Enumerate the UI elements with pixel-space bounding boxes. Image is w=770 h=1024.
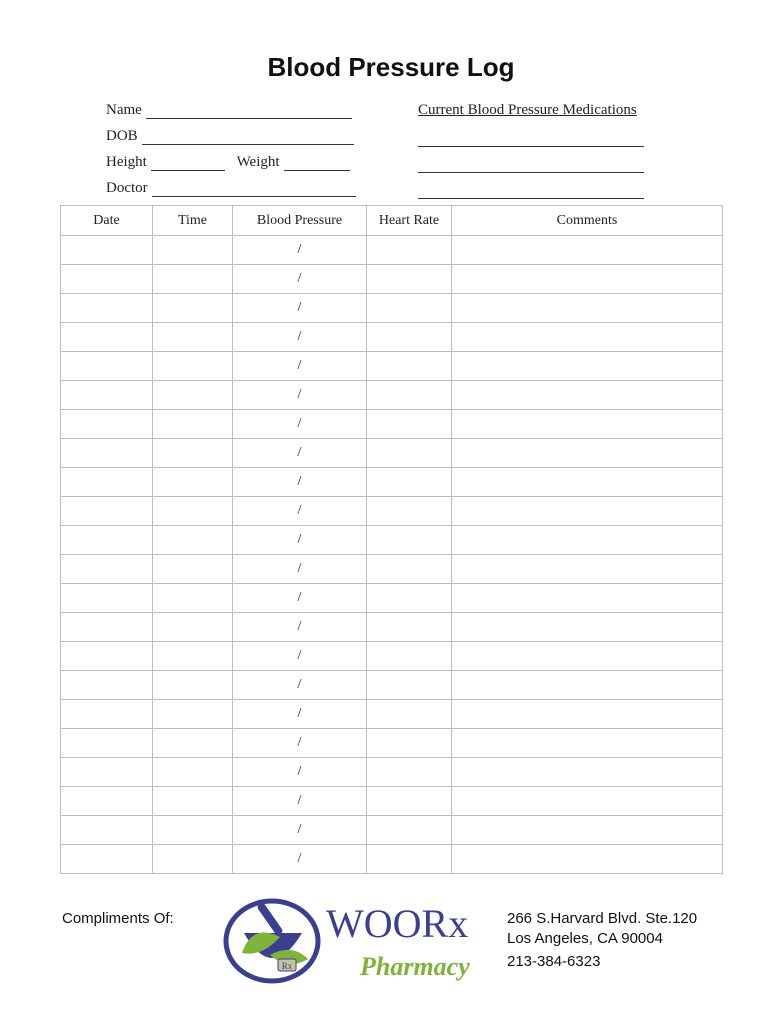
table-row: [61, 584, 723, 613]
cell-blood-pressure[interactable]: /: [233, 729, 367, 758]
cell-comments[interactable]: [452, 555, 723, 584]
dob-input-line[interactable]: [142, 128, 354, 145]
cell-date[interactable]: [61, 265, 153, 294]
cell-blood-pressure[interactable]: /: [233, 671, 367, 700]
cell-time[interactable]: [153, 381, 233, 410]
table-row: [61, 236, 723, 265]
cell-heart-rate[interactable]: [367, 758, 452, 787]
table-row: [61, 642, 723, 671]
table-row: [61, 729, 723, 758]
medications-heading: Current Blood Pressure Medications: [418, 102, 637, 118]
table-row: [61, 555, 723, 584]
cell-heart-rate[interactable]: [367, 700, 452, 729]
cell-blood-pressure[interactable]: /: [233, 294, 367, 323]
cell-date[interactable]: [61, 671, 153, 700]
cell-blood-pressure[interactable]: /: [233, 352, 367, 381]
cell-blood-pressure[interactable]: /: [233, 816, 367, 845]
cell-comments[interactable]: [452, 845, 723, 874]
cell-time[interactable]: [153, 845, 233, 874]
weight-input-line[interactable]: [284, 154, 350, 171]
cell-blood-pressure[interactable]: /: [233, 845, 367, 874]
cell-comments[interactable]: [452, 584, 723, 613]
cell-comments[interactable]: [452, 526, 723, 555]
cell-time[interactable]: [153, 555, 233, 584]
cell-blood-pressure[interactable]: /: [233, 526, 367, 555]
doctor-field-row: [106, 180, 356, 200]
table-row: [61, 468, 723, 497]
dob-label: DOB: [106, 128, 138, 144]
table-row: [61, 671, 723, 700]
doctor-input-line[interactable]: [152, 180, 356, 197]
cell-blood-pressure[interactable]: /: [233, 265, 367, 294]
cell-time[interactable]: [153, 729, 233, 758]
height-label: Height: [106, 154, 147, 170]
cell-blood-pressure[interactable]: /: [233, 787, 367, 816]
medication-input-line[interactable]: [418, 171, 644, 173]
cell-blood-pressure[interactable]: /: [233, 758, 367, 787]
cell-heart-rate[interactable]: [367, 410, 452, 439]
cell-time[interactable]: [153, 323, 233, 352]
cell-date[interactable]: [61, 816, 153, 845]
cell-date[interactable]: [61, 497, 153, 526]
cell-heart-rate[interactable]: [367, 294, 452, 323]
cell-time[interactable]: [153, 294, 233, 323]
cell-blood-pressure[interactable]: /: [233, 584, 367, 613]
cell-heart-rate[interactable]: [367, 584, 452, 613]
cell-blood-pressure[interactable]: /: [233, 381, 367, 410]
cell-heart-rate[interactable]: [367, 845, 452, 874]
cell-time[interactable]: [153, 236, 233, 265]
cell-time[interactable]: [153, 497, 233, 526]
cell-comments[interactable]: [452, 294, 723, 323]
cell-comments[interactable]: [452, 381, 723, 410]
cell-comments[interactable]: [452, 439, 723, 468]
table-row: [61, 787, 723, 816]
cell-comments[interactable]: [452, 613, 723, 642]
cell-time[interactable]: [153, 352, 233, 381]
table-header-row: [61, 206, 723, 236]
cell-blood-pressure[interactable]: /: [233, 410, 367, 439]
cell-date[interactable]: [61, 236, 153, 265]
cell-heart-rate[interactable]: [367, 381, 452, 410]
address-line-2: Los Angeles, CA 90004: [507, 930, 663, 947]
cell-date[interactable]: [61, 468, 153, 497]
cell-heart-rate[interactable]: [367, 497, 452, 526]
blood-pressure-log-table: [60, 205, 723, 874]
medication-input-line[interactable]: [418, 197, 644, 199]
cell-date[interactable]: [61, 642, 153, 671]
height-input-line[interactable]: [151, 154, 225, 171]
medication-input-line[interactable]: [418, 145, 644, 147]
cell-time[interactable]: [153, 787, 233, 816]
cell-heart-rate[interactable]: [367, 265, 452, 294]
cell-blood-pressure[interactable]: /: [233, 323, 367, 352]
name-field-row: [106, 102, 352, 122]
cell-time[interactable]: [153, 584, 233, 613]
cell-date[interactable]: [61, 294, 153, 323]
cell-heart-rate[interactable]: [367, 323, 452, 352]
name-label: Name: [106, 102, 142, 118]
height-weight-field-row: [106, 154, 350, 174]
cell-date[interactable]: [61, 613, 153, 642]
logo-brand-text: WOORx: [326, 901, 469, 946]
cell-date[interactable]: [61, 700, 153, 729]
cell-date[interactable]: [61, 584, 153, 613]
cell-blood-pressure[interactable]: /: [233, 555, 367, 584]
cell-blood-pressure[interactable]: /: [233, 439, 367, 468]
column-header-time: Time: [153, 206, 233, 236]
doctor-label: Doctor: [106, 180, 148, 196]
weight-label: Weight: [236, 154, 280, 170]
cell-date[interactable]: [61, 323, 153, 352]
page-title: Blood Pressure Log: [267, 52, 515, 82]
column-header-heart-rate: Heart Rate: [367, 206, 452, 236]
svg-text:Rx: Rx: [281, 961, 293, 971]
cell-comments[interactable]: [452, 816, 723, 845]
table-row: [61, 613, 723, 642]
cell-heart-rate[interactable]: [367, 729, 452, 758]
cell-time[interactable]: [153, 468, 233, 497]
patient-info-fields: [106, 102, 666, 202]
cell-comments[interactable]: [452, 497, 723, 526]
cell-heart-rate[interactable]: [367, 439, 452, 468]
cell-blood-pressure[interactable]: /: [233, 700, 367, 729]
table-row: [61, 439, 723, 468]
cell-comments[interactable]: [452, 700, 723, 729]
compliments-label: Compliments Of:: [62, 910, 174, 927]
table-row: [61, 381, 723, 410]
cell-blood-pressure[interactable]: /: [233, 468, 367, 497]
cell-comments[interactable]: [452, 671, 723, 700]
cell-comments[interactable]: [452, 758, 723, 787]
cell-heart-rate[interactable]: [367, 671, 452, 700]
table-row: [61, 526, 723, 555]
cell-comments[interactable]: [452, 352, 723, 381]
cell-comments[interactable]: [452, 236, 723, 265]
cell-heart-rate[interactable]: [367, 236, 452, 265]
cell-date[interactable]: [61, 526, 153, 555]
name-input-line[interactable]: [146, 102, 352, 119]
cell-blood-pressure[interactable]: /: [233, 236, 367, 265]
cell-blood-pressure[interactable]: /: [233, 642, 367, 671]
cell-comments[interactable]: [452, 410, 723, 439]
cell-date[interactable]: [61, 555, 153, 584]
table-row: [61, 294, 723, 323]
cell-comments[interactable]: [452, 323, 723, 352]
table-row: [61, 845, 723, 874]
cell-comments[interactable]: [452, 265, 723, 294]
cell-time[interactable]: [153, 758, 233, 787]
cell-date[interactable]: [61, 381, 153, 410]
cell-heart-rate[interactable]: [367, 613, 452, 642]
cell-blood-pressure[interactable]: /: [233, 613, 367, 642]
dob-field-row: [106, 128, 354, 148]
cell-time[interactable]: [153, 700, 233, 729]
cell-time[interactable]: [153, 410, 233, 439]
address-line-1: 266 S.Harvard Blvd. Ste.120: [507, 910, 698, 927]
table-row: [61, 497, 723, 526]
cell-date[interactable]: [61, 787, 153, 816]
table-row: [61, 352, 723, 381]
column-header-blood-pressure: Blood Pressure: [233, 206, 367, 236]
cell-heart-rate[interactable]: [367, 787, 452, 816]
logo-sub-text: Pharmacy: [360, 952, 470, 981]
table-row: [61, 410, 723, 439]
column-header-comments: Comments: [452, 206, 723, 236]
cell-date[interactable]: [61, 439, 153, 468]
cell-date[interactable]: [61, 352, 153, 381]
table-row: [61, 700, 723, 729]
cell-blood-pressure[interactable]: /: [233, 497, 367, 526]
cell-date[interactable]: [61, 845, 153, 874]
table-row: [61, 265, 723, 294]
log-table-body: [61, 236, 723, 874]
cell-heart-rate[interactable]: [367, 352, 452, 381]
pharmacy-logo: [222, 893, 490, 985]
table-row: [61, 323, 723, 352]
pharmacy-phone: 213-384-6323: [507, 953, 601, 970]
column-header-date: Date: [61, 206, 153, 236]
cell-time[interactable]: [153, 265, 233, 294]
cell-heart-rate[interactable]: [367, 642, 452, 671]
cell-time[interactable]: [153, 613, 233, 642]
cell-comments[interactable]: [452, 468, 723, 497]
mortar-pestle-icon: [222, 893, 490, 985]
cell-comments[interactable]: [452, 729, 723, 758]
table-row: [61, 816, 723, 845]
cell-heart-rate[interactable]: [367, 526, 452, 555]
cell-heart-rate[interactable]: [367, 816, 452, 845]
cell-comments[interactable]: [452, 642, 723, 671]
cell-date[interactable]: [61, 410, 153, 439]
cell-heart-rate[interactable]: [367, 468, 452, 497]
cell-time[interactable]: [153, 816, 233, 845]
cell-time[interactable]: [153, 642, 233, 671]
cell-time[interactable]: [153, 671, 233, 700]
pharmacy-address: [507, 909, 697, 949]
cell-time[interactable]: [153, 526, 233, 555]
cell-date[interactable]: [61, 729, 153, 758]
table-row: [61, 758, 723, 787]
cell-comments[interactable]: [452, 787, 723, 816]
cell-heart-rate[interactable]: [367, 555, 452, 584]
cell-time[interactable]: [153, 439, 233, 468]
cell-date[interactable]: [61, 758, 153, 787]
